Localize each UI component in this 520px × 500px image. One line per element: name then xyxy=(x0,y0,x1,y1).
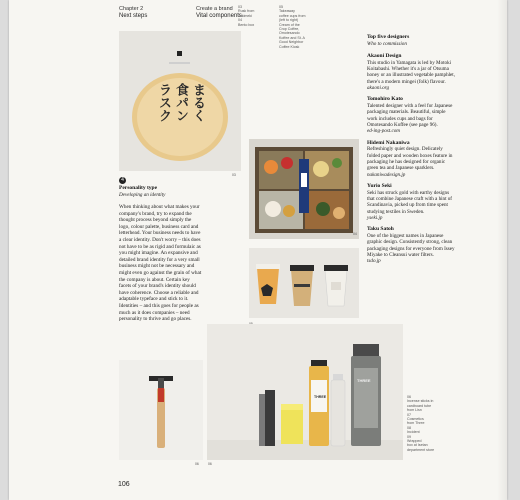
photo-number: 04 xyxy=(353,232,357,236)
caption-num: 07 xyxy=(407,412,411,417)
designer-description: Refreshingly quiet design. Delicately folded paper and wooden boxes feature in packaging he has designed for organic green tea and Japanese sparklers. xyxy=(367,146,453,172)
coffee-cups-photo xyxy=(249,248,359,318)
designer-url: ed-ing-post.com xyxy=(367,128,400,135)
caption-line: Incident xyxy=(407,430,420,435)
rusk-label-line: 食パン xyxy=(173,83,188,122)
designer-url: tsdo.jp xyxy=(367,258,381,265)
designers-subheading: Who to commission xyxy=(367,40,407,47)
caption-line: department store xyxy=(407,447,435,452)
section-heading: Personality type xyxy=(119,185,158,191)
bottle-label: THREE xyxy=(314,395,327,399)
bento-box-illustration xyxy=(249,139,359,239)
caption-line: Tokimeki xyxy=(238,13,252,18)
caption-line: coffee cups from xyxy=(279,13,306,18)
photo-number: 06 xyxy=(208,462,212,466)
caption-line: Koffee and St. A xyxy=(279,35,305,40)
chapter-header-left xyxy=(119,6,147,19)
rusk-photo xyxy=(119,31,241,171)
designer-name: Akaoni Design xyxy=(367,53,402,60)
caption-line: Coffee Kiosk xyxy=(279,44,300,49)
caption-line: Omotesando xyxy=(279,31,300,36)
caption-line: Bento box xyxy=(238,22,255,27)
caption-rusk-bento xyxy=(238,5,278,27)
chapter-title: Next steps xyxy=(119,12,148,19)
caption-num: 06 xyxy=(407,395,411,399)
designers-heading: Top five designers xyxy=(367,34,410,40)
page-number: 106 xyxy=(118,481,130,488)
magazine-page xyxy=(9,0,507,500)
caption-line: from Lisn xyxy=(407,408,422,413)
caption-line: (left to right) xyxy=(279,18,299,23)
section-subheading: Developing an identity xyxy=(119,191,166,198)
caption-line: Cream of the xyxy=(279,22,300,27)
rusk-label-line: まるく xyxy=(190,83,205,122)
designer-entry xyxy=(367,140,457,178)
caption-num: 05 xyxy=(279,5,283,9)
caption-line: Incense sticks in xyxy=(407,399,434,404)
designer-description: One of the biggest names in Japanese graphic design. Consistently strong, clean packaging designs for everyone from Issey Miyake to Cleansui water filters. xyxy=(367,233,455,258)
rusk-label xyxy=(156,83,204,122)
designer-name: Hidemi Nakaniwa xyxy=(367,139,410,146)
section-title: Vital components xyxy=(196,12,242,19)
chapter-header-right xyxy=(196,6,242,19)
designer-entry xyxy=(367,96,457,134)
cosmetics-illustration xyxy=(207,324,403,460)
caption-line: Cosmetics xyxy=(407,417,424,422)
caption-line: box at Isetan xyxy=(407,443,428,448)
caption-num: 09 xyxy=(407,434,411,439)
section-number-badge xyxy=(119,177,131,185)
caption-line: cardboard tube xyxy=(407,403,432,408)
incense-photo xyxy=(119,360,203,460)
top-designers-list xyxy=(367,34,457,265)
caption-line: Rusk from xyxy=(238,9,255,14)
chapter-label: Chapter 2 xyxy=(119,6,144,12)
designer-name: Yurio Seki xyxy=(367,182,392,189)
designer-description: This studio in Yamagata is led by Motoki Koitabashi. Whether it's a jar of Otsuma honey or an illustrated vegetable pamphlet, there's a modern mingei (folk) flavour. xyxy=(367,59,455,85)
tube-brand-label: THREE xyxy=(357,378,371,383)
designer-url: akaoni.org xyxy=(367,85,390,92)
designer-description: Talented designer with a feel for Japanese packaging materials. Beautiful, simple work includes cups and bags for Omotesando Koffee (see page 96). xyxy=(367,103,453,129)
photo-number: 03 xyxy=(232,173,236,177)
designer-url: yseki.jp xyxy=(367,214,383,221)
personality-section xyxy=(119,185,203,323)
designer-entry xyxy=(367,226,457,264)
designer-name: Taku Satoh xyxy=(367,226,394,233)
section-body: When thinking about what makes your company's brand, try to expand the thought process beyond simply the logo, colour palette, business card and letterhead. Your business needs to have a clear identity. Don't worry – this does not have to be as rigid and formulaic as you might imagine. An expansive and detailed brand identity for a very small business might not be necessary and might even go against the grain of what the company is about. Certain key facets of your brand's identity should have coherence. Choose a reliable and adaptable typeface and stick to it. Identities – and this goes for people as much as it does companies – need personality to thrive and go places. xyxy=(119,204,202,323)
designer-entry xyxy=(367,53,457,91)
section-number: 4 xyxy=(119,177,126,184)
cosmetics-photo xyxy=(207,324,403,460)
designer-name: Tomohiro Kato xyxy=(367,96,403,103)
caption-cups xyxy=(279,5,324,49)
caption-line: Wrapped xyxy=(407,439,422,444)
caption-line: Takeaway xyxy=(279,9,295,14)
caption-num: 08 xyxy=(407,425,411,430)
caption-bottom xyxy=(407,395,457,452)
designer-description: Seki has struck gold with earthy designs that combine Japanese craft with a hint of Scandinavia, picked up from time spent studying textiles in Sweden. xyxy=(367,189,453,215)
caption-num: 04 xyxy=(238,18,242,23)
rusk-label-line: ラスク xyxy=(156,83,171,122)
designer-entry xyxy=(367,183,457,221)
caption-num: 03 xyxy=(238,5,242,9)
designer-url: nakaniwadesign.jp xyxy=(367,171,406,178)
caption-line: Good Neighbor xyxy=(279,40,304,45)
coffee-cups-illustration xyxy=(249,248,359,318)
section-label: Create a brand xyxy=(196,6,233,12)
incense-tube-illustration xyxy=(119,360,203,460)
photo-number: 06 xyxy=(195,462,199,466)
bento-photo xyxy=(249,139,359,239)
caption-line: from Three xyxy=(407,421,425,426)
caption-line: Crop Coffee, xyxy=(279,27,300,32)
